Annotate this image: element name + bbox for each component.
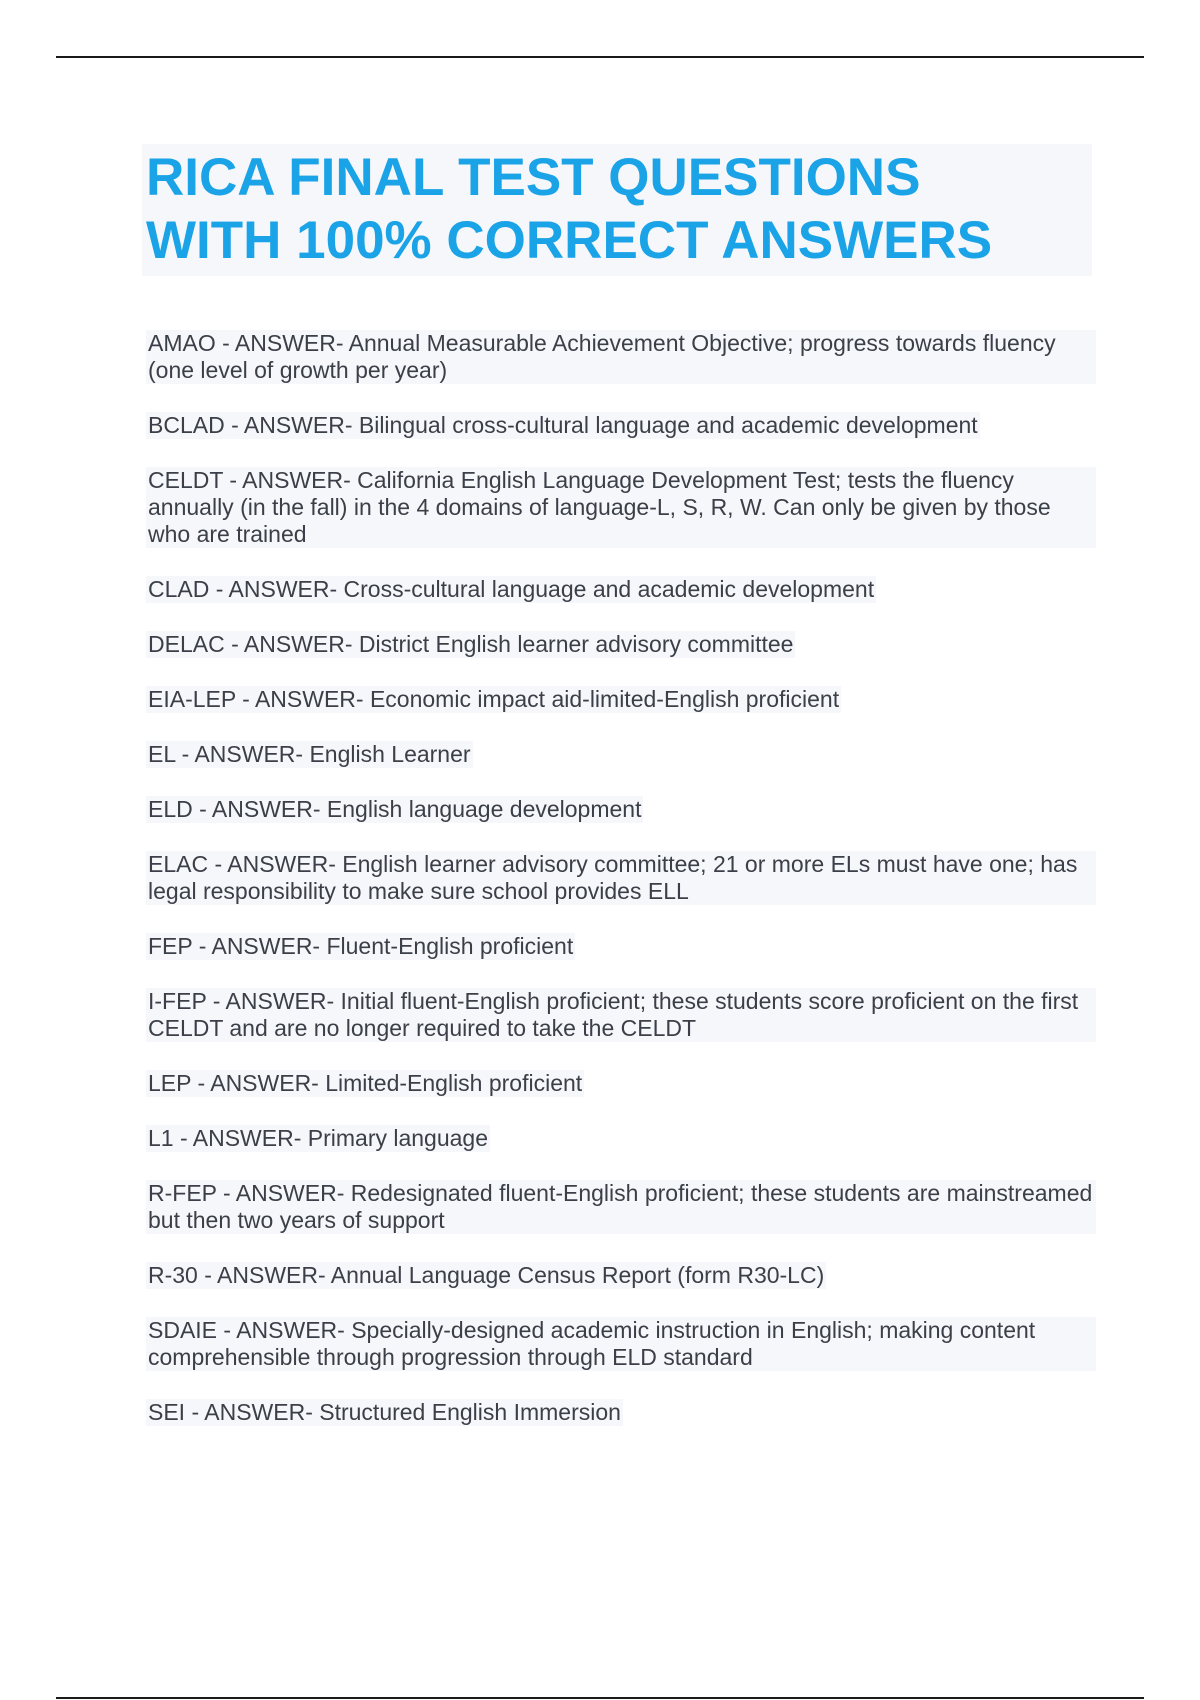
answer-entry-r-30 (146, 1262, 826, 1289)
entry-text: ELAC - ANSWER- English learner advisory committee; 21 or more ELs must have one; has legal responsibility to make sure school provides ELL (148, 851, 1078, 904)
entry-text: FEP - ANSWER- Fluent-English proficient (148, 933, 574, 959)
entry-text: AMAO - ANSWER- Annual Measurable Achievement Objective; progress towards fluency (one level of growth per year) (148, 330, 1056, 383)
entry-text: R-30 - ANSWER- Annual Language Census Report (form R30-LC) (148, 1262, 825, 1288)
answer-entry-eld (146, 796, 643, 823)
title-line-2: WITH 100% CORRECT ANSWERS (146, 211, 993, 270)
answer-entry-l1 (146, 1125, 490, 1152)
entry-text: BCLAD - ANSWER- Bilingual cross-cultural language and academic development (148, 412, 978, 438)
answer-entry-bclad (146, 412, 980, 439)
entry-text: SDAIE - ANSWER- Specially-designed academic instruction in English; making content comprehensible through progression through ELD standard (148, 1317, 1036, 1370)
entry-text: SEI - ANSWER- Structured English Immersion (148, 1399, 621, 1425)
header-rule (56, 56, 1144, 58)
entry-text: I-FEP - ANSWER- Initial fluent-English proficient; these students score proficient on the first CELDT and are no longer required to take the CELDT (148, 988, 1079, 1041)
answer-entry-sei (146, 1399, 623, 1426)
entry-text: LEP - ANSWER- Limited-English proficient (148, 1070, 583, 1096)
entry-text: L1 - ANSWER- Primary language (148, 1125, 489, 1151)
answer-entry-clad (146, 576, 876, 603)
document-title (146, 146, 1086, 272)
answer-entry-r-fep (146, 1180, 1096, 1234)
title-line-1: RICA FINAL TEST QUESTIONS (146, 148, 921, 207)
entry-text: CLAD - ANSWER- Cross-cultural language and academic development (148, 576, 875, 602)
footer-rule (56, 1697, 1144, 1699)
answer-entry-delac (146, 631, 795, 658)
answer-entry-elac (146, 851, 1096, 905)
entry-text: ELD - ANSWER- English language development (148, 796, 642, 822)
answer-list (146, 330, 1096, 1454)
answer-entry-celdt (146, 467, 1096, 548)
entry-text: R-FEP - ANSWER- Redesignated fluent-English proficient; these students are mainstreamed but then two years of support (148, 1180, 1093, 1233)
answer-entry-i-fep (146, 988, 1096, 1042)
entry-text: EL - ANSWER- English Learner (148, 741, 471, 767)
answer-entry-fep (146, 933, 575, 960)
entry-text: CELDT - ANSWER- California English Language Development Test; tests the fluency annually (in the fall) in the 4 domains of language-L, S, R, W. Can only be given by those who are trained (148, 467, 1051, 547)
answer-entry-sdaie (146, 1317, 1096, 1371)
answer-entry-amao (146, 330, 1096, 384)
answer-entry-lep (146, 1070, 584, 1097)
entry-text: EIA-LEP - ANSWER- Economic impact aid-limited-English proficient (148, 686, 840, 712)
answer-entry-eia-lep (146, 686, 841, 713)
answer-entry-el (146, 741, 473, 768)
entry-text: DELAC - ANSWER- District English learner advisory committee (148, 631, 794, 657)
